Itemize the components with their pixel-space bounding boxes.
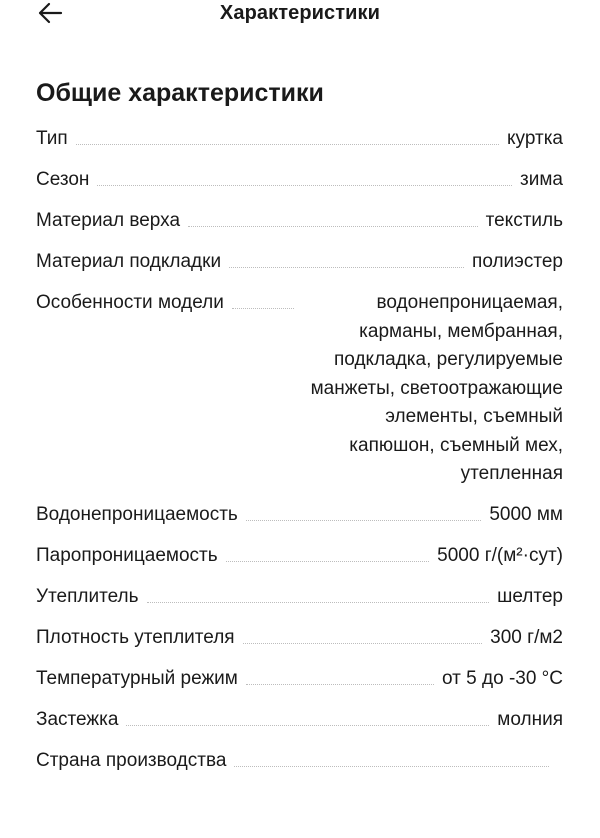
spec-label: Паропроницаемость [36,545,218,566]
dotted-leader [243,624,483,644]
spec-row-temperature [36,665,563,694]
dotted-leader [147,583,490,603]
spec-value: 5000 г/(м²·сут) [437,545,563,566]
spec-label: Особенности модели [36,292,224,313]
spec-value: текстиль [485,210,563,231]
spec-value: водонепроницаемая, карманы, мембранная, подкладка, регулируемые манжеты, светоотражающие элементы, съемный капюшон, съемный мех, утепленная [310,292,563,484]
dotted-leader [226,542,430,562]
specs-list [36,125,563,788]
dotted-leader [232,289,294,309]
spec-row-breathability [36,542,563,571]
spec-label: Сезон [36,169,90,190]
spec-label: Водонепроницаемость [36,504,238,525]
dotted-leader [246,501,482,521]
spec-label: Материал верха [36,210,181,231]
section-title: Общие характеристики [36,79,324,107]
spec-value: 5000 мм [489,504,563,525]
dotted-leader [188,207,478,227]
spec-row-features [36,289,563,489]
dotted-leader [246,665,434,685]
spec-row-lining-material [36,248,563,277]
spec-row-insulation [36,583,563,612]
spec-row-outer-material [36,207,563,236]
spec-label: Материал подкладки [36,251,222,272]
dotted-leader [126,706,489,726]
spec-value: зима [520,169,563,190]
spec-label: Страна производства [36,750,227,771]
spec-label: Температурный режим [36,668,238,689]
spec-label: Утеплитель [36,586,139,607]
spec-row-season [36,166,563,195]
dotted-leader [76,125,499,145]
spec-row-country [36,747,563,776]
dotted-leader [97,166,512,186]
spec-label: Застежка [36,709,119,730]
spec-value: шелтер [497,586,563,607]
spec-value: молния [497,709,563,730]
spec-label: Тип [36,128,68,149]
header-bar [0,0,600,30]
dotted-leader [234,747,549,767]
spec-label: Плотность утеплителя [36,627,235,648]
spec-value: 300 г/м2 [490,627,563,648]
spec-row-insulation-density [36,624,563,653]
spec-row-fastener [36,706,563,735]
spec-value: от 5 до -30 °С [442,668,563,689]
spec-row-type [36,125,563,154]
spec-row-waterproofness [36,501,563,530]
dotted-leader [229,248,464,268]
spec-value: полиэстер [472,251,563,272]
spec-value: куртка [507,128,563,149]
page-title: Характеристики [219,2,381,24]
